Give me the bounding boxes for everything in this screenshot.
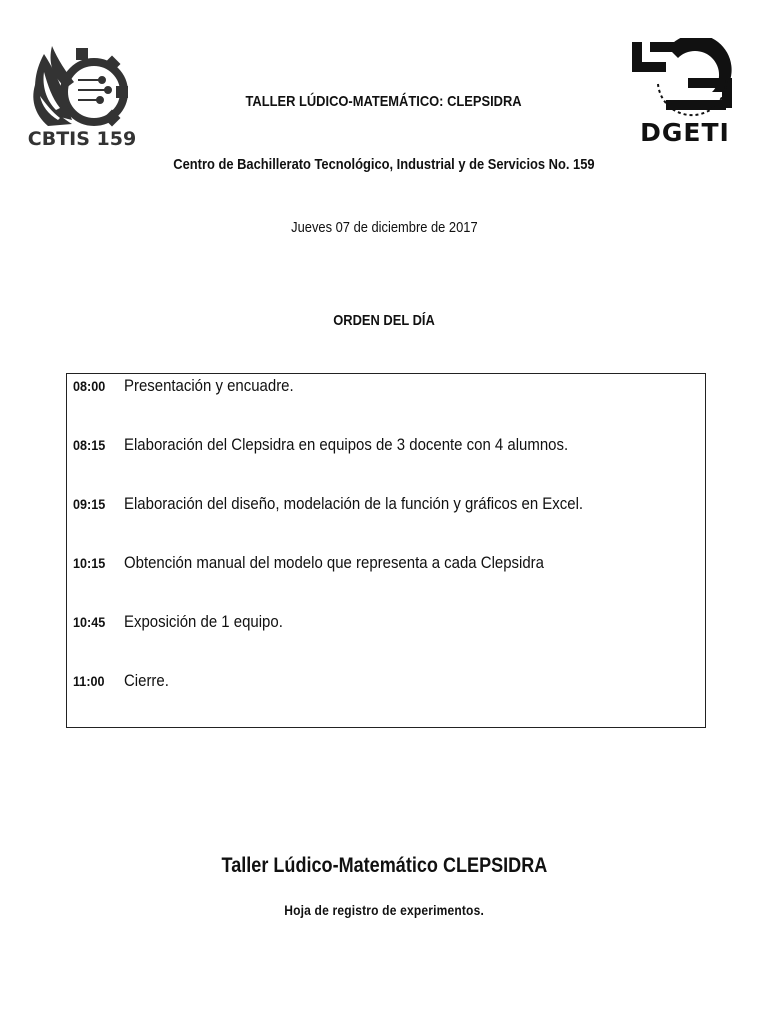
- document-title: [0, 93, 768, 110]
- registration-title: [0, 854, 768, 878]
- document-title-text: TALLER LÚDICO-MATEMÁTICO: CLEPSIDRA: [245, 93, 523, 110]
- agenda-text: Elaboración del diseño, modelación de la función y gráficos en Excel.: [124, 494, 584, 513]
- institution-name-text: Centro de Bachillerato Tecnológico, Industrial y de Servicios No. 159: [173, 156, 595, 173]
- institution-name: [0, 156, 768, 173]
- agenda-item: [73, 612, 699, 636]
- agenda-text: Exposición de 1 equipo.: [124, 612, 283, 631]
- agenda-heading: [0, 312, 768, 329]
- agenda-item: [73, 435, 699, 459]
- registration-subtitle: [0, 902, 768, 918]
- agenda-time: 09:15: [73, 496, 106, 512]
- agenda-item: [73, 494, 699, 518]
- agenda-item: [73, 671, 699, 695]
- event-date-text: Jueves 07 de diciembre de 2017: [290, 219, 478, 236]
- dgeti-logo-text: DGETI: [640, 118, 730, 147]
- cbtis-logo-text: CBTIS 159: [27, 128, 137, 150]
- registration-subtitle-text: Hoja de registro de experimentos.: [284, 902, 484, 918]
- agenda-text: Cierre.: [124, 671, 169, 690]
- agenda-text: Elaboración del Clepsidra en equipos de 3 docente con 4 alumnos.: [124, 435, 569, 454]
- agenda-time: 11:00: [73, 673, 105, 689]
- agenda-item: [73, 376, 699, 400]
- agenda-time: 08:15: [73, 437, 106, 453]
- agenda-time: 08:00: [73, 378, 106, 394]
- agenda-time: 10:45: [73, 614, 106, 630]
- event-date: [0, 219, 768, 236]
- agenda-time: 10:15: [73, 555, 106, 571]
- agenda-text: Obtención manual del modelo que representa a cada Clepsidra: [124, 553, 544, 572]
- agenda-text: Presentación y encuadre.: [124, 376, 294, 395]
- agenda-heading-text: ORDEN DEL DÍA: [333, 312, 435, 329]
- registration-title-text: Taller Lúdico-Matemático CLEPSIDRA: [221, 854, 547, 877]
- agenda-box: [66, 373, 706, 728]
- agenda-item: [73, 553, 699, 577]
